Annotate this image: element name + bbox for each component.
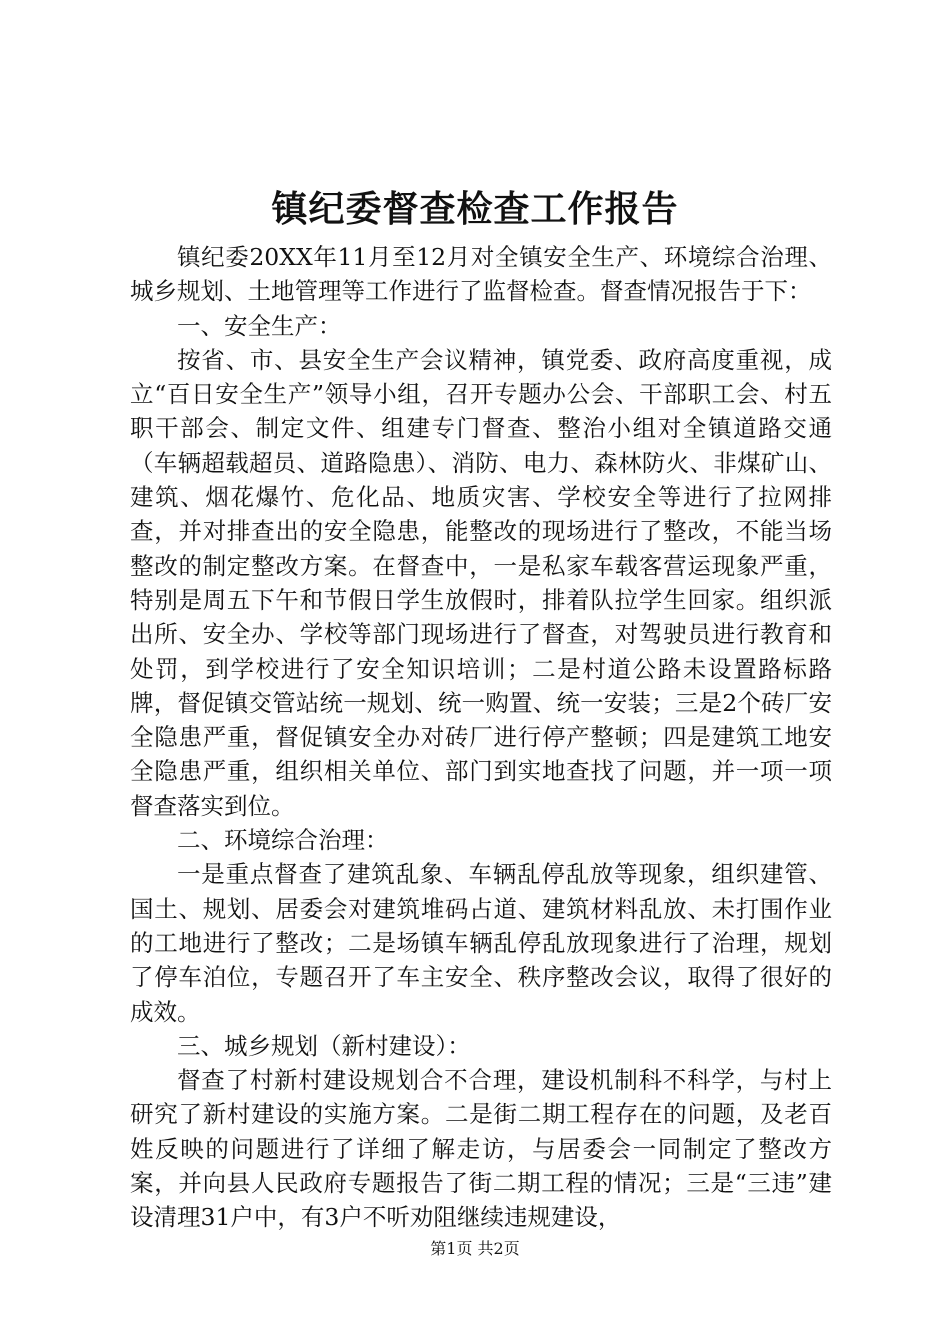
document-title: 镇纪委督查检查工作报告	[271, 188, 679, 230]
paragraph-safety: 按省、市、县安全生产会议精神，镇党委、政府高度重视，成立“百日安全生产”领导小组，召开专题办公会、干部职工会、村五职干部会、制定文件、组建专门督查、整治小组对全镇道路交通（车辆超载超员、道路隐患）、消防、电力、森林防火、非煤矿山、建筑、烟花爆竹、危化品、地质灾害、学校安全等进行了拉网排查，并对排查出的安全隐患，能整改的现场进行了整改，不能当场整改的制定整改方案。在督查中，一是私家车载客营运现象严重，特别是周五下午和节假日学生放假时，排着队拉学生回家。组织派出所、安全办、学校等部门现场进行了督查，对驾驶员进行教育和处罚，到学校进行了安全知识培训；二是村道公路未设置路标路牌，督促镇交管站统一规划、统一购置、统一安装；三是2个砖厂安全隐患严重，督促镇安全办对砖厂进行停产整顿；四是建筑工地安全隐患严重，组织相关单位、部门到实地查找了问题，并一项一项督查落实到位。	[130, 345, 832, 820]
section-heading-planning: 三、城乡规划（新村建设）：	[177, 1031, 471, 1060]
page-number-footer: 第1页 共2页	[430, 1239, 520, 1258]
paragraph-intro: 镇纪委20XX年11月至12月对全镇安全生产、环境综合治理、城乡规划、土地管理等工作进行了监督检查。督查情况报告于下：	[130, 243, 832, 306]
paragraph-planning: 督查了村新村建设规划合不合理，建设机制科不科学，与村上研究了新村建设的实施方案。二是街二期工程存在的问题，及老百姓反映的问题进行了详细了解走访，与居委会一同制定了整改方案，并向县人民政府专题报告了街二期工程的情况；三是“三违”建设清理31户中，有3户不听劝阻继续违规建设，	[130, 1066, 832, 1232]
section-heading-safety: 一、安全生产：	[177, 311, 342, 340]
paragraph-environment: 一是重点督查了建筑乱象、车辆乱停乱放等现象，组织建管、国土、规划、居委会对建筑堆码占道、建筑材料乱放、未打围作业的工地进行了整改；二是场镇车辆乱停乱放现象进行了治理，规划了停车泊位，专题召开了车主安全、秩序整改会议，取得了很好的成效。	[130, 860, 832, 1026]
document-body	[130, 240, 832, 1235]
section-heading-environment: 二、环境综合治理：	[177, 826, 389, 855]
